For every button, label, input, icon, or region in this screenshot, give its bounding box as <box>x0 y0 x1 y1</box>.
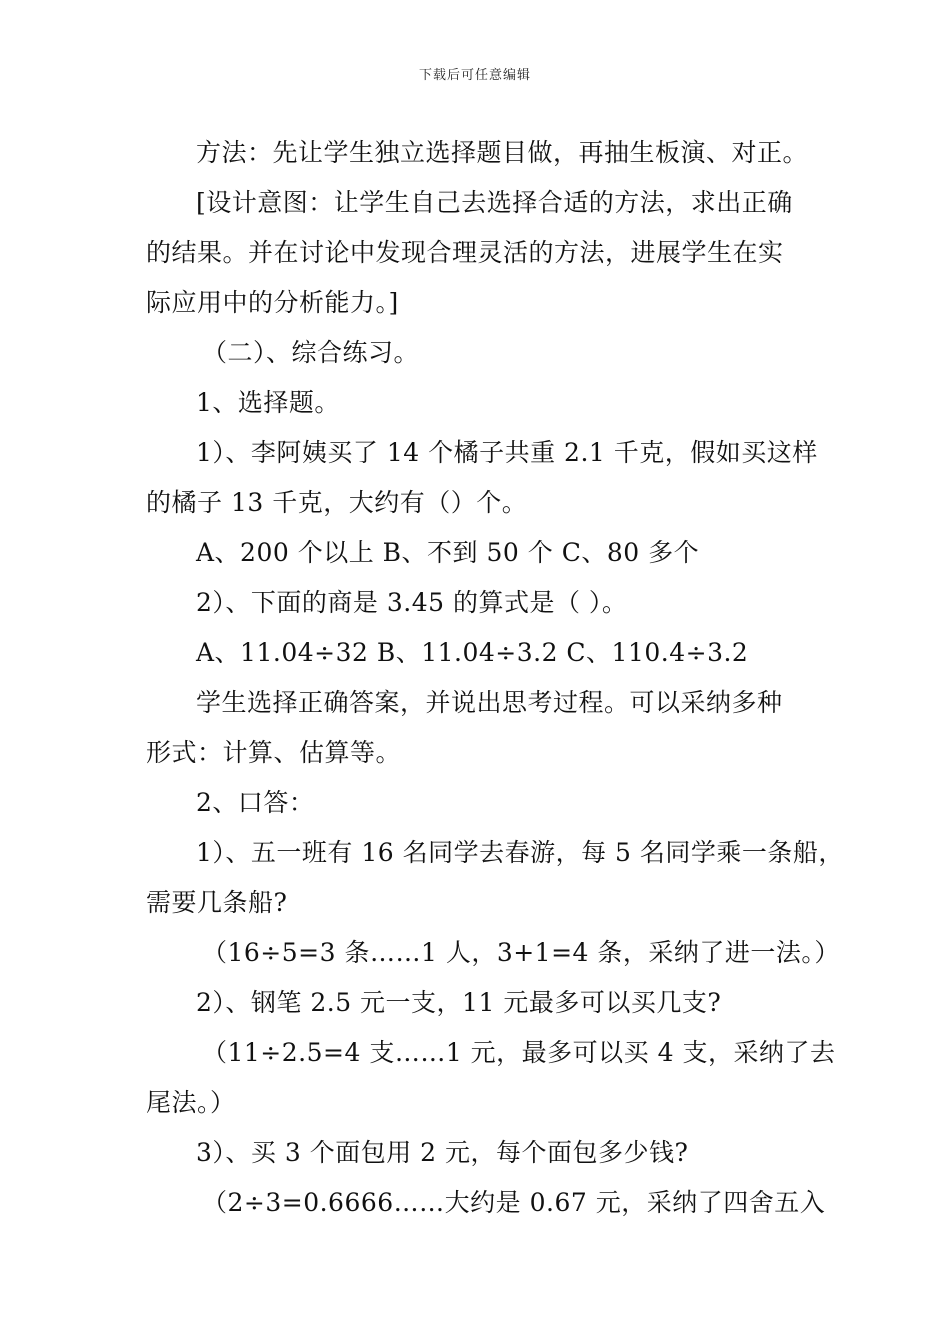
paragraph-line: 学生选择正确答案，并说出思考过程。可以采纳多种 <box>196 688 783 717</box>
question-line: 2）、钢笔 2.5 元一支，11 元最多可以买几支? <box>196 988 722 1017</box>
page-header: 下载后可任意编辑 <box>418 68 531 83</box>
answer-line: 尾法。） <box>146 1088 236 1117</box>
answer-line: （16÷5=3 条……1 人，3+1=4 条，采纳了进一法。） <box>202 938 840 967</box>
answer-line: （11÷2.5=4 支……1 元，最多可以买 4 支，采纳了去 <box>202 1038 836 1067</box>
question-line: 1）、李阿姨买了 14 个橘子共重 2.1 千克，假如买这样 <box>196 438 818 467</box>
question-line: 3）、买 3 个面包用 2 元，每个面包多少钱? <box>196 1138 689 1167</box>
question-line: 2）、下面的商是 3.45 的算式是（ ）。 <box>196 588 628 617</box>
question-line: 的橘子 13 千克，大约有（）个。 <box>146 488 528 517</box>
paragraph-line: 际应用中的分析能力。] <box>146 288 399 317</box>
paragraph-line: 的结果。并在讨论中发现合理灵活的方法，进展学生在实 <box>146 238 784 267</box>
paragraph-line: [设计意图：让学生自己去选择合适的方法，求出正确 <box>196 188 793 217</box>
document-body <box>146 128 844 1228</box>
paragraph-line: 形式：计算、估算等。 <box>146 738 402 767</box>
answer-line: （2÷3=0.6666……大约是 0.67 元，采纳了四舍五入 <box>202 1188 826 1217</box>
question-heading: 1、选择题。 <box>196 388 340 417</box>
paragraph-line: 方法：先让学生独立选择题目做，再抽生板演、对正。 <box>196 138 809 167</box>
question-line: 1）、五一班有 16 名同学去春游，每 5 名同学乘一条船， <box>196 838 844 867</box>
question-line: 需要几条船? <box>146 888 288 917</box>
answer-options: A、11.04÷32 B、11.04÷3.2 C、110.4÷3.2 <box>196 638 749 667</box>
question-heading: 2、口答： <box>196 788 315 817</box>
section-heading: （二）、综合练习。 <box>202 338 420 367</box>
answer-options: A、200 个以上 B、不到 50 个 C、80 多个 <box>196 538 700 567</box>
